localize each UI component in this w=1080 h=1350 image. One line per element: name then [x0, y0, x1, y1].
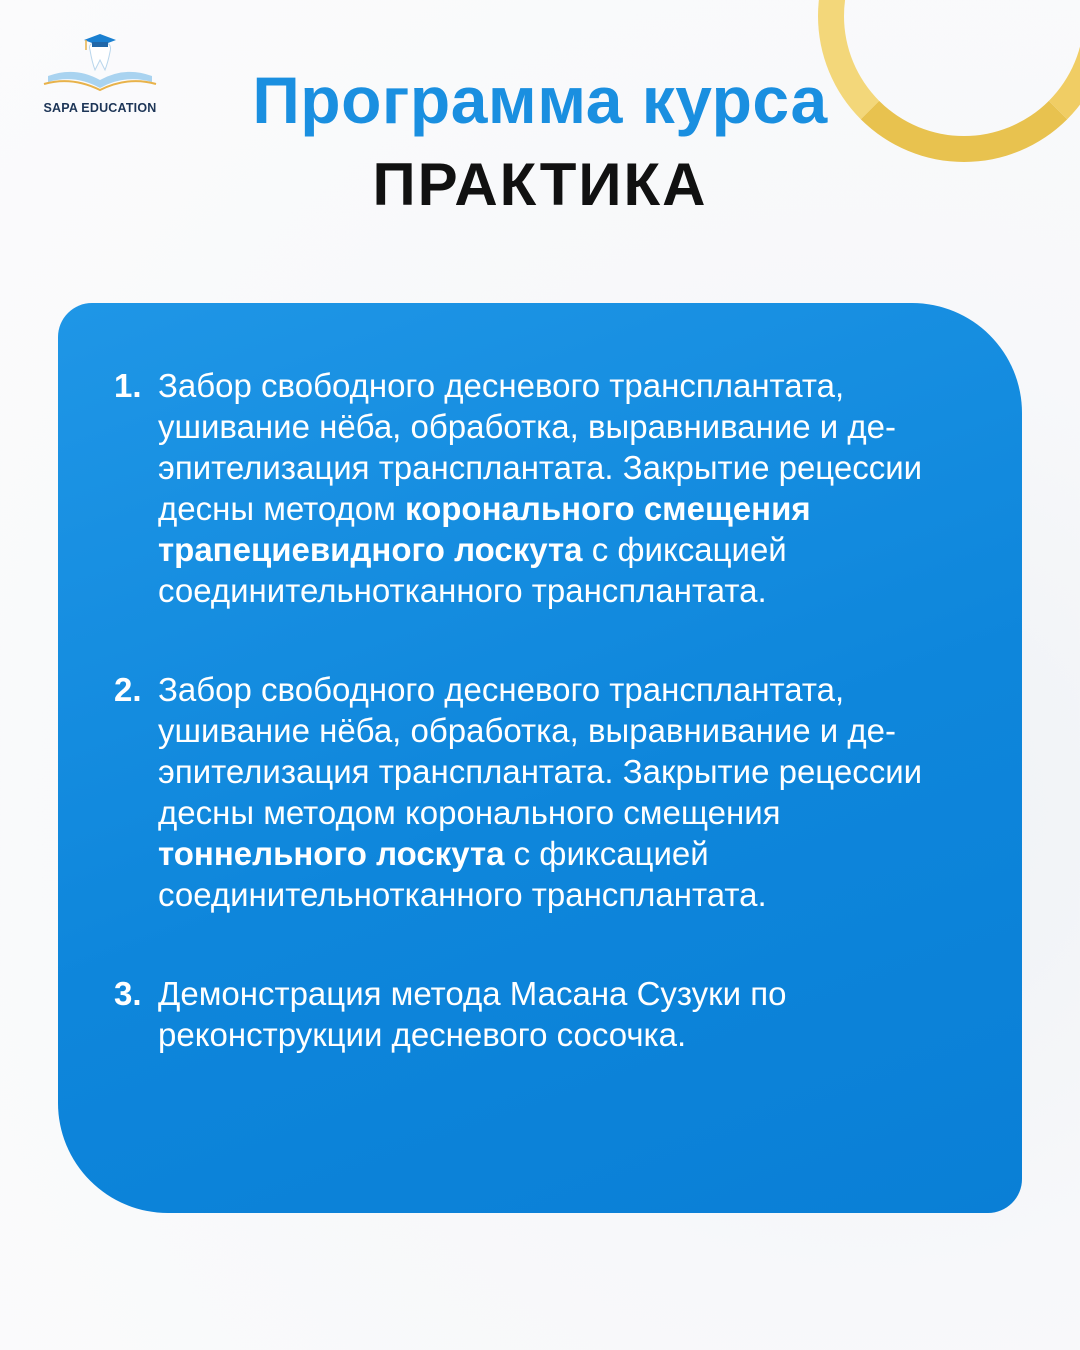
- item-text-part: Забор свободного десневого трансплантата, ушивание нёба, обработка, выравнивание и де-эпителизация трансплантата. Закрытие рецессии десны методом: [158, 367, 923, 527]
- program-card: [58, 303, 1022, 1213]
- item-text-part: с фиксацией соединительнотканного трансплантата.: [158, 835, 767, 913]
- item-number: 1.: [114, 367, 142, 404]
- page-title: Программа курса: [252, 63, 828, 137]
- item-text: [158, 973, 952, 1055]
- brand-name: SAPA EDUCATION: [43, 101, 157, 115]
- program-list: [114, 365, 952, 1113]
- item-text-part: Забор свободного десневого трансплантата, ушивание нёба, обработка, выравнивание и де-эпителизация трансплантата. Закрытие рецессии десны методом коронального смещения: [158, 671, 923, 831]
- item-text-part: Демонстрация метода Масана Сузуки по реконструкции десневого сосочка.: [158, 975, 787, 1053]
- page-subtitle: ПРАКТИКА: [372, 151, 708, 218]
- program-item: [114, 669, 952, 915]
- item-text-bold: тоннельного лоскута: [158, 835, 505, 872]
- item-text-part: с фиксацией соединительнотканного трансплантата.: [158, 531, 787, 609]
- item-number: 3.: [114, 975, 142, 1012]
- item-text-bold: коронального смещения трапециевидного лоскута: [158, 490, 811, 568]
- item-number: 2.: [114, 671, 142, 708]
- item-text: [158, 669, 952, 915]
- program-item: [114, 365, 952, 611]
- item-text: [158, 365, 952, 611]
- program-item: [114, 973, 952, 1055]
